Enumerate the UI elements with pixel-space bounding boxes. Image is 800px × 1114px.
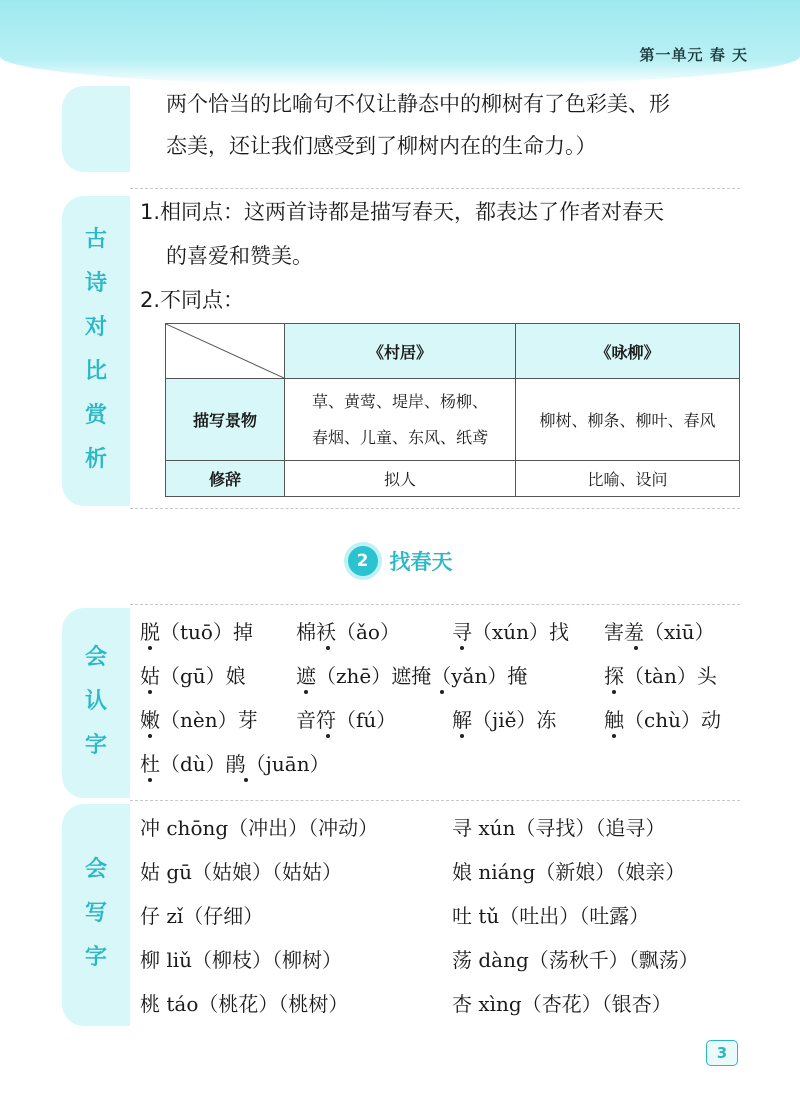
recognize-label xyxy=(62,636,130,768)
tab-char: 会 xyxy=(84,645,107,670)
tab-char: 赏 xyxy=(84,403,107,428)
section-title-text: 找春天 xyxy=(389,550,453,574)
write-item: 姑 gū（姑娘）（姑姑） xyxy=(140,860,343,884)
recognize-item: 棉袄（ǎo） xyxy=(296,620,400,644)
recognize-item: 姑（gū）娘 xyxy=(140,664,246,688)
write-row xyxy=(140,852,750,892)
recognize-item: 解（jiě）冻 xyxy=(452,708,557,732)
recognize-row xyxy=(140,700,750,740)
emphasis-dot xyxy=(148,778,152,782)
emphasis-dot xyxy=(460,734,464,738)
recognize-item: 杜（dù）鹃（juān） xyxy=(140,752,330,776)
diagonal-header-cell xyxy=(166,324,285,379)
poem-compare-tab xyxy=(62,196,130,506)
emphasis-dot xyxy=(244,778,248,782)
write-item: 娘 niáng（新娘）（娘亲） xyxy=(452,860,686,884)
yongliu-scenery: 柳树、柳条、柳叶、春风 xyxy=(516,379,740,461)
point2-number: 2. xyxy=(140,288,161,312)
recognize-item: 害羞（xiū） xyxy=(604,620,715,644)
poem-compare-label xyxy=(62,218,130,482)
page-number: 3 xyxy=(706,1040,738,1066)
emphasis-dot xyxy=(148,690,152,694)
yongliu-rhetoric: 比喻、设问 xyxy=(516,461,740,497)
comparison-table xyxy=(165,323,740,497)
divider xyxy=(130,800,740,801)
recognize-row xyxy=(140,612,750,652)
write-row xyxy=(140,940,750,980)
write-row xyxy=(140,896,750,936)
recognize-tab xyxy=(62,608,130,798)
cunju-scenery xyxy=(285,379,516,461)
section-number-badge: 2 xyxy=(348,546,378,576)
write-item: 柳 liǔ（柳枝）（柳树） xyxy=(140,948,343,972)
recognize-item: 遮（zhē）遮掩（yǎn）掩 xyxy=(296,664,528,688)
tab-char: 字 xyxy=(84,945,107,970)
point1-text: 相同点：这两首诗都是描写春天，都表达了作者对春天 xyxy=(160,200,665,224)
emphasis-dot xyxy=(440,690,444,694)
intro-line-2: 态美，还让我们感受到了柳树内在的生命力。） xyxy=(166,134,597,158)
cunju-scenery-line: 草、黄莺、堤岸、杨柳、 xyxy=(311,391,488,411)
divider xyxy=(130,604,740,605)
point1-number: 1. xyxy=(140,200,161,224)
section-title xyxy=(0,546,800,576)
point2-line xyxy=(140,284,244,316)
point2-text: 不同点： xyxy=(160,288,245,312)
recognize-item: 音符（fú） xyxy=(296,708,397,732)
tab-char: 认 xyxy=(84,689,107,714)
emphasis-dot xyxy=(304,690,308,694)
emphasis-dot xyxy=(612,690,616,694)
tab-char: 写 xyxy=(84,901,107,926)
write-item: 桃 táo（桃花）（桃树） xyxy=(140,992,349,1016)
recognize-item: 嫩（nèn）芽 xyxy=(140,708,258,732)
write-item: 杏 xìng（杏花）（银杏） xyxy=(452,992,672,1016)
tab-char: 比 xyxy=(84,359,107,384)
tab-char: 字 xyxy=(84,733,107,758)
col-header-yongliu: 《咏柳》 xyxy=(516,324,740,379)
divider xyxy=(130,188,740,189)
row-label-scenery: 描写景物 xyxy=(166,379,285,461)
header-band xyxy=(0,0,800,86)
write-row xyxy=(140,808,750,848)
row-label-rhetoric: 修辞 xyxy=(166,461,285,497)
emphasis-dot xyxy=(326,646,330,650)
write-item: 寻 xún（寻找）（追寻） xyxy=(452,816,666,840)
recognize-row xyxy=(140,744,750,784)
tab-char: 诗 xyxy=(84,271,107,296)
write-tab xyxy=(62,804,130,1026)
col-header-cunju: 《村居》 xyxy=(285,324,516,379)
emphasis-dot xyxy=(460,646,464,650)
emphasis-dot xyxy=(634,646,638,650)
tab-char: 析 xyxy=(84,447,107,472)
emphasis-dot xyxy=(612,734,616,738)
tab-char: 会 xyxy=(84,857,107,882)
emphasis-dot xyxy=(148,646,152,650)
recognize-row xyxy=(140,656,750,696)
tab-char: 古 xyxy=(84,227,107,252)
intro-tab xyxy=(62,86,130,172)
emphasis-dot xyxy=(326,734,330,738)
tab-char: 对 xyxy=(84,315,107,340)
recognize-item: 脱（tuō）掉 xyxy=(140,620,253,644)
point1-line-2: 的喜爱和赞美。 xyxy=(166,244,313,268)
write-row xyxy=(140,984,750,1024)
write-item: 荡 dàng（荡秋千）（飘荡） xyxy=(452,948,699,972)
recognize-item: 寻（xún）找 xyxy=(452,620,570,644)
emphasis-dot xyxy=(148,734,152,738)
point1-line-1 xyxy=(140,196,664,228)
divider xyxy=(130,508,740,509)
write-item: 仔 zǐ（仔细） xyxy=(140,904,264,928)
diagonal-line xyxy=(166,324,284,378)
write-item: 吐 tǔ（吐出）（吐露） xyxy=(452,904,650,928)
intro-line-1: 两个恰当的比喻句不仅让静态中的柳树有了色彩美、形 xyxy=(166,92,670,116)
write-item: 冲 chōng（冲出）（冲动） xyxy=(140,816,379,840)
chapter-title: 第一单元 春 天 xyxy=(639,46,748,64)
recognize-item: 探（tàn）头 xyxy=(604,664,717,688)
cunju-rhetoric: 拟人 xyxy=(285,461,516,497)
cunju-scenery-line: 春烟、儿童、东风、纸鸢 xyxy=(311,427,488,447)
write-label xyxy=(62,848,130,980)
recognize-item: 触（chù）动 xyxy=(604,708,721,732)
